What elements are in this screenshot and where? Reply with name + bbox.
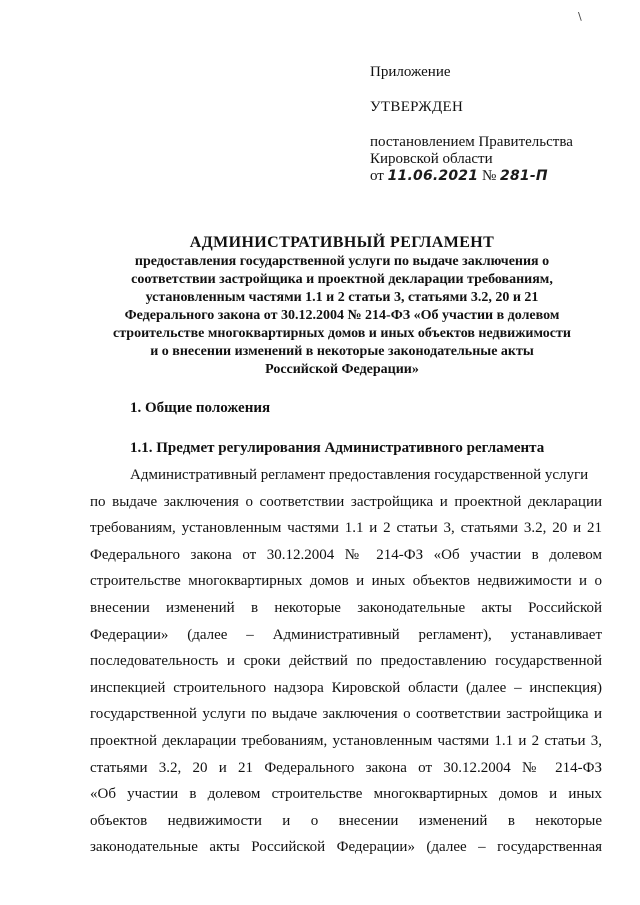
body-line: требованиям, установленным частями 1.1 и 2 статьи 3, статьями 3.2, 20 и 21: [90, 520, 602, 537]
decree-line-1: постановлением Правительства: [370, 134, 573, 150]
approval-block: [370, 64, 620, 185]
body-line: Административный регламент предоставления государственной услуги: [130, 467, 589, 483]
decree-line-2: Кировской области: [370, 151, 493, 167]
date-prefix: от: [370, 168, 384, 184]
approved-label: УТВЕРЖДЕН: [370, 99, 464, 115]
appendix-label: Приложение: [370, 64, 451, 80]
title-line: строительстве многоквартирных домов и иных объектов недвижимости: [113, 326, 571, 341]
section-heading-1-1: 1.1. Предмет регулирования Административного регламента: [130, 440, 545, 456]
body-line: строительстве многоквартирных домов и иных объектов недвижимости и о: [90, 573, 602, 590]
handwritten-number: 281-П: [500, 168, 548, 184]
number-prefix: №: [481, 168, 497, 184]
body-line: объектов недвижимости и о внесении изменений в некоторые: [90, 812, 602, 829]
title-line: и о внесении изменений в некоторые законодательные акты: [150, 344, 534, 359]
body-line: инспекцией строительного надзора Кировской области (далее – инспекция): [90, 679, 602, 696]
body-line: Федерации» (далее – Административный регламент), устанавливает: [90, 626, 602, 643]
document-title: [82, 233, 602, 379]
corner-mark: \: [578, 10, 582, 23]
title-line: Российской Федерации»: [265, 362, 419, 377]
decree-date-line: [370, 168, 620, 185]
handwritten-date: 11.06.2021: [387, 168, 479, 184]
body-line: статьями 3.2, 20 и 21 Федерального закона от 30.12.2004 № 214-ФЗ: [90, 759, 602, 776]
body-line: последовательность и сроки действий по предоставлению государственной: [90, 653, 602, 670]
body-line: Федерального закона от 30.12.2004 № 214-ФЗ «Об участии в долевом: [90, 546, 602, 563]
title-line: соответствии застройщика и проектной декларации требованиям,: [131, 272, 553, 287]
body-line: по выдаче заключения о соответствии застройщика и проектной декларации: [90, 493, 602, 510]
body-line: проектной декларации требованиям, установленным частями 1.1 и 2 статьи 3,: [90, 732, 602, 749]
body-paragraph: [90, 462, 602, 861]
body-line: «Об участии в долевом строительстве многоквартирных домов и иных: [90, 786, 602, 803]
body-line: внесении изменений в некоторые законодательные акты Российской: [90, 599, 602, 616]
section-heading-1: 1. Общие положения: [130, 400, 271, 416]
title-line: предоставления государственной услуги по выдаче заключения о: [134, 254, 550, 269]
body-line: государственной услуги по выдаче заключения о соответствии застройщика и: [90, 706, 602, 723]
main-title: АДМИНИСТРАТИВНЫЙ РЕГЛАМЕНТ: [189, 234, 495, 251]
title-line: Федерального закона от 30.12.2004 № 214-ФЗ «Об участии в долевом: [124, 308, 560, 323]
title-line: установленным частями 1.1 и 2 статьи 3, статьями 3.2, 20 и 21: [145, 290, 539, 305]
body-line: законодательные акты Российской Федерации» (далее – государственная: [90, 839, 602, 856]
